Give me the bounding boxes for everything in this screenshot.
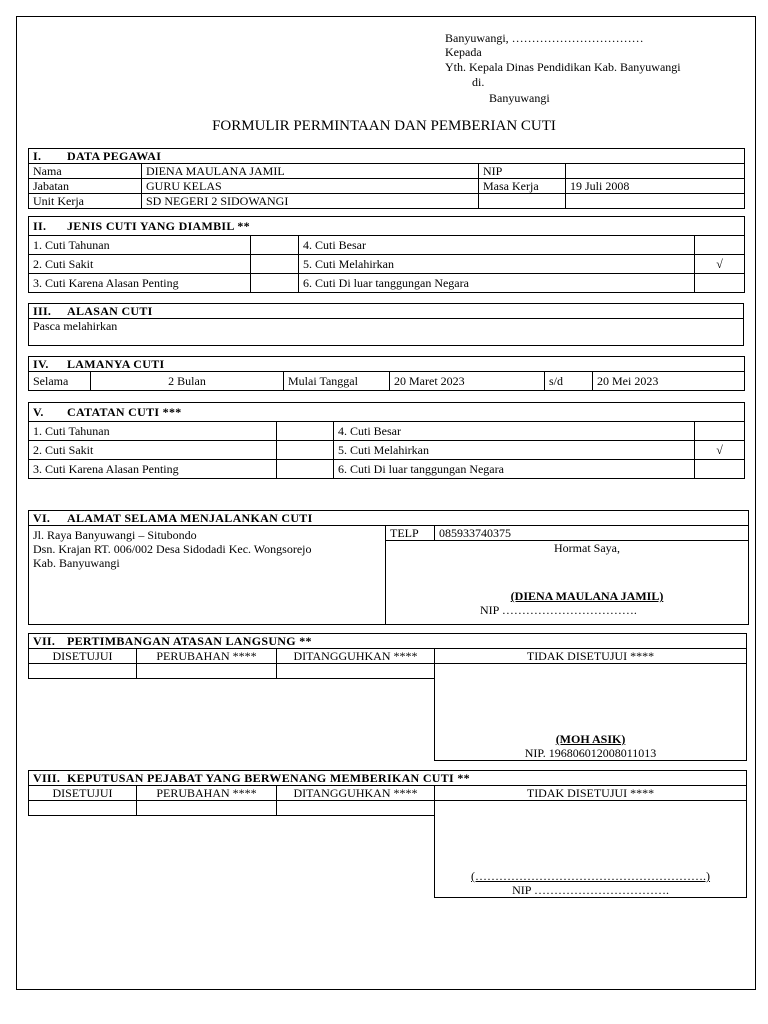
note-type-checkbox[interactable] [277, 422, 334, 441]
col-tidak-disetujui: TIDAK DISETUJUI **** [435, 649, 747, 664]
sd-label: s/d [545, 372, 593, 391]
section-header: V. CATATAN CUTI *** [29, 403, 745, 422]
section-catatan-cuti [28, 402, 745, 479]
approver-name: (MOH ASIK) [555, 732, 626, 746]
selama-label: Selama [29, 372, 91, 391]
note-type-label: 5. Cuti Melahirkan [334, 441, 695, 460]
hormat-label: Hormat Saya, [554, 541, 620, 556]
note-type-checkbox[interactable] [695, 422, 745, 441]
approver-nip: NIP. 196806012008011013 [524, 746, 657, 760]
empty-cell [479, 194, 566, 209]
signature-space [390, 555, 744, 589]
mulai-label: Mulai Tanggal [284, 372, 390, 391]
section-header: VIII. KEPUTUSAN PEJABAT YANG BERWENANG MEMBERIKAN CUTI ** [29, 771, 747, 786]
section-alamat [28, 510, 749, 625]
address-line: Dsn. Krajan RT. 006/002 Desa Sidodadi Kec. Wongsorejo [33, 542, 312, 556]
approver-signature [435, 664, 747, 761]
note-type-label: 6. Cuti Di luar tanggungan Negara [334, 460, 695, 479]
blank-area [29, 816, 435, 898]
leave-type-checkbox[interactable] [695, 236, 745, 255]
note-type-label: 2. Cuti Sakit [29, 441, 277, 460]
leave-type-label: 1. Cuti Tahunan [29, 236, 251, 255]
signer-name: (DIENA MAULANA JAMIL) [510, 589, 664, 604]
di-label: di. [472, 75, 485, 89]
leave-type-label: 5. Cuti Melahirkan [299, 255, 695, 274]
official-nip: NIP ……………………………. [512, 883, 669, 897]
blank-area [29, 679, 435, 761]
section-jenis-cuti [28, 216, 745, 293]
empty-cell [566, 194, 745, 209]
section-pertimbangan [28, 633, 747, 761]
nama-label: Nama [29, 164, 142, 179]
col-perubahan: PERUBAHAN **** [137, 649, 277, 664]
leave-type-label: 6. Cuti Di luar tanggungan Negara [299, 274, 695, 293]
col-disetujui: DISETUJUI [29, 786, 137, 801]
section-header: III. ALASAN CUTI [29, 304, 744, 319]
section-data-pegawai [28, 148, 745, 209]
section-header: IV. LAMANYA CUTI [29, 357, 745, 372]
masa-kerja-label: Masa Kerja [479, 179, 566, 194]
note-type-label: 4. Cuti Besar [334, 422, 695, 441]
nip-value[interactable] [566, 164, 745, 179]
leave-type-checkbox[interactable] [251, 274, 299, 293]
leave-type-checkbox[interactable] [251, 255, 299, 274]
telp-value[interactable]: 085933740375 [435, 526, 749, 541]
note-type-label: 3. Cuti Karena Alasan Penting [29, 460, 277, 479]
signer-nip: NIP ……………………………. [480, 603, 637, 618]
col-ditangguhkan: DITANGGUHKAN **** [277, 649, 435, 664]
section-header: VII. PERTIMBANGAN ATASAN LANGSUNG ** [29, 634, 747, 649]
nama-value[interactable]: DIENA MAULANA JAMIL [142, 164, 479, 179]
note-type-checkbox[interactable]: √ [695, 441, 745, 460]
check-cell[interactable] [137, 801, 277, 816]
leave-type-checkbox[interactable] [251, 236, 299, 255]
section-lamanya-cuti [28, 356, 745, 391]
official-signature [435, 801, 747, 898]
note-type-checkbox[interactable] [277, 460, 334, 479]
col-disetujui: DISETUJUI [29, 649, 137, 664]
check-cell[interactable] [277, 664, 435, 679]
section-header: I. DATA PEGAWAI [29, 149, 745, 164]
col-perubahan: PERUBAHAN **** [137, 786, 277, 801]
check-cell[interactable] [29, 801, 137, 816]
masa-kerja-value[interactable]: 19 Juli 2008 [566, 179, 745, 194]
check-cell[interactable] [137, 664, 277, 679]
signature-block [386, 541, 749, 625]
address-block[interactable] [29, 526, 386, 625]
form-title: FORMULIR PERMINTAAN DAN PEMBERIAN CUTI [212, 118, 556, 134]
check-cell[interactable] [29, 664, 137, 679]
selama-value[interactable]: 2 Bulan [91, 372, 284, 391]
section-header: II. JENIS CUTI YANG DIAMBIL ** [29, 217, 745, 236]
nip-label: NIP [479, 164, 566, 179]
alasan-cuti-text[interactable]: Pasca melahirkan [29, 319, 744, 346]
leave-type-label: 4. Cuti Besar [299, 236, 695, 255]
jabatan-value[interactable]: GURU KELAS [142, 179, 479, 194]
leave-type-checkbox[interactable]: √ [695, 255, 745, 274]
jabatan-label: Jabatan [29, 179, 142, 194]
address-line: Kab. Banyuwangi [33, 556, 120, 570]
mulai-value[interactable]: 20 Maret 2023 [390, 372, 545, 391]
address-line: Jl. Raya Banyuwangi – Situbondo [33, 528, 197, 542]
col-ditangguhkan: DITANGGUHKAN **** [277, 786, 435, 801]
recipient-city: Banyuwangi [489, 91, 550, 105]
section-header: VI. ALAMAT SELAMA MENJALANKAN CUTI [29, 511, 749, 526]
note-type-checkbox[interactable] [695, 460, 745, 479]
leave-type-label: 3. Cuti Karena Alasan Penting [29, 274, 251, 293]
col-tidak-disetujui: TIDAK DISETUJUI **** [435, 786, 747, 801]
check-cell[interactable] [277, 801, 435, 816]
kepada-label: Kepada [445, 45, 482, 59]
recipient-line: Yth. Kepala Dinas Pendidikan Kab. Banyuwangi [445, 60, 681, 74]
unit-kerja-label: Unit Kerja [29, 194, 142, 209]
official-name: (………………………………………………….) [471, 869, 711, 883]
place-date: Banyuwangi, …………………………… [445, 31, 644, 45]
leave-type-label: 2. Cuti Sakit [29, 255, 251, 274]
note-type-label: 1. Cuti Tahunan [29, 422, 277, 441]
leave-type-checkbox[interactable] [695, 274, 745, 293]
sampai-value[interactable]: 20 Mei 2023 [593, 372, 745, 391]
telp-label: TELP [386, 526, 435, 541]
section-keputusan [28, 770, 747, 898]
note-type-checkbox[interactable] [277, 441, 334, 460]
section-alasan-cuti [28, 303, 744, 346]
unit-kerja-value[interactable]: SD NEGERI 2 SIDOWANGI [142, 194, 479, 209]
